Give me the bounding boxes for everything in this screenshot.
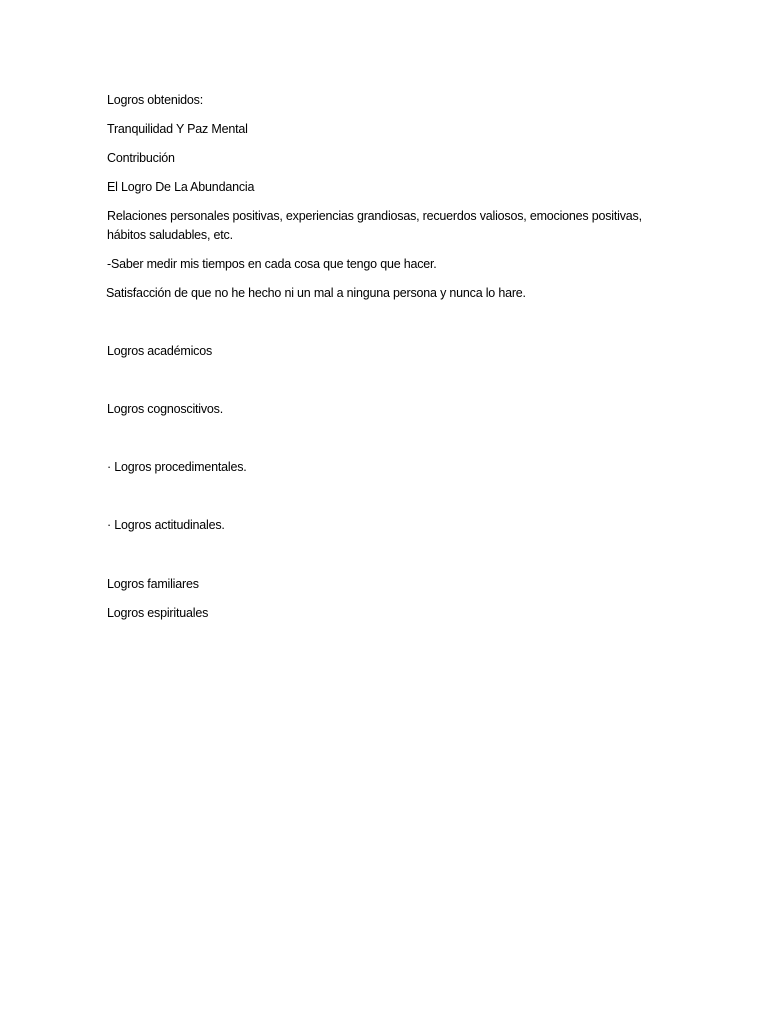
- text-line: -Saber medir mis tiempos en cada cosa que tengo que hacer.: [107, 257, 437, 271]
- text-line: Logros académicos: [107, 344, 212, 358]
- text-line: Logros espirituales: [107, 606, 209, 620]
- list-item: · Logros procedimentales.: [107, 460, 247, 474]
- list-item: · Logros actitudinales.: [107, 518, 225, 532]
- text-line: Satisfacción de que no he hecho ni un mal a ninguna persona y nunca lo hare.: [106, 286, 526, 300]
- text-line: Logros familiares: [107, 577, 199, 591]
- heading-logros-obtenidos: Logros obtenidos:: [107, 93, 203, 107]
- text-line: Tranquilidad Y Paz Mental: [107, 122, 248, 136]
- paragraph: Relaciones personales positivas, experiencias grandiosas, recuerdos valiosos, emociones positivas, hábitos saludables, etc.: [107, 209, 642, 242]
- text-line: El Logro De La Abundancia: [107, 180, 255, 194]
- text-line: Logros cognoscitivos.: [107, 402, 224, 416]
- text-line: Contribución: [107, 151, 175, 165]
